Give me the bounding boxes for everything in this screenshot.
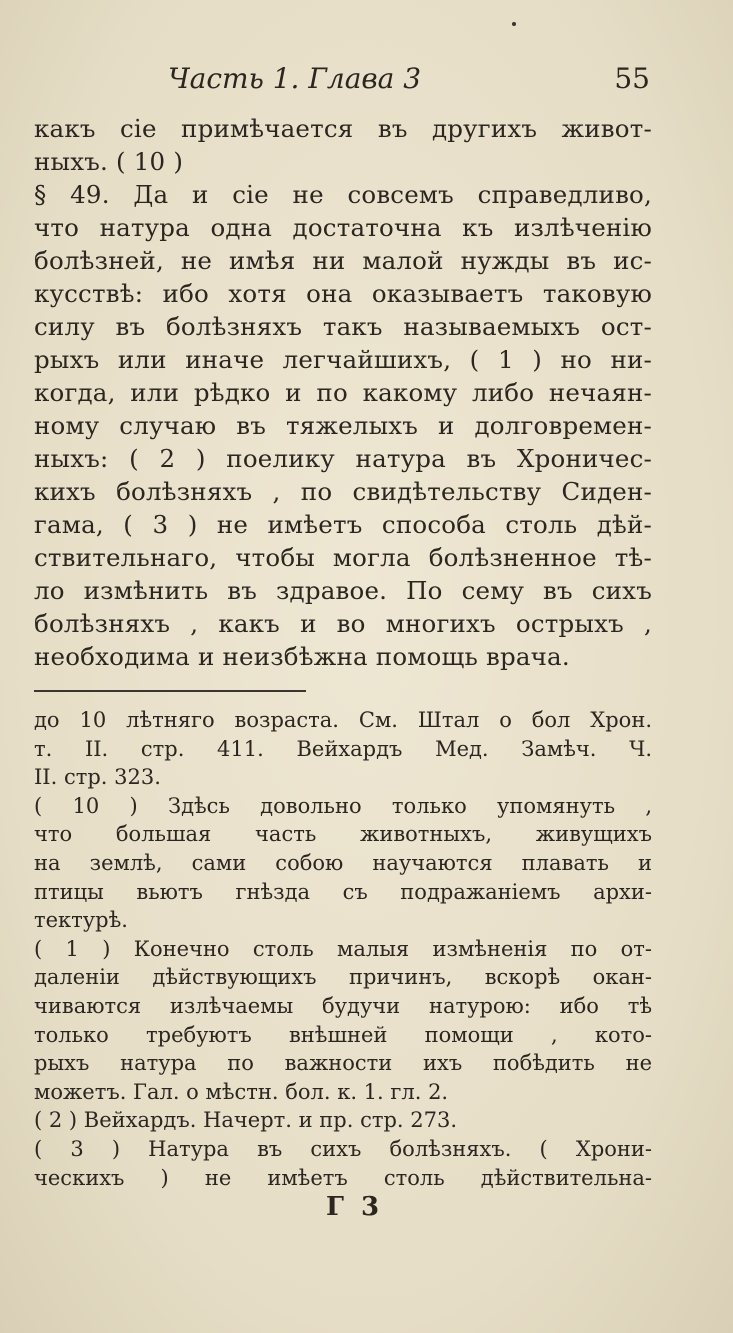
footnote-line: ( 10 ) Здѣсь довольно только упомянуть , bbox=[34, 793, 652, 818]
text-line: ныхъ: ( 2 ) поелику натура въ Хроничес- bbox=[34, 444, 652, 473]
footnote-line: тектурѣ. bbox=[34, 908, 128, 933]
page-number: 55 bbox=[614, 62, 650, 95]
text-line: когда, или рѣдко и по какому либо нечаян- bbox=[34, 378, 652, 407]
text-line: что натура одна достаточна къ излѣченiю bbox=[34, 213, 652, 242]
footnote-line: ( 3 ) Натура въ сихъ болѣзняхъ. ( Хрони- bbox=[34, 1136, 652, 1161]
text-line: гама, ( 3 ) не имѣетъ способа столь дѣй- bbox=[34, 510, 652, 539]
footnote-line: только требуютъ внѣшней помощи , кото- bbox=[34, 1022, 652, 1047]
text-line: рыхъ или иначе легчайшихъ, ( 1 ) но ни- bbox=[34, 345, 652, 374]
footnote-line: рыхъ натура по важности ихъ побѣдить не bbox=[34, 1051, 652, 1076]
text-line: ному случаю въ тяжелыхъ и долговремен- bbox=[34, 411, 652, 440]
text-line: необходима и неизбѣжна помощь врача. bbox=[34, 642, 570, 671]
footnote-line: птицы вьютъ гнѣзда съ подражанiемъ архи- bbox=[34, 879, 652, 904]
text-line: какъ сiе примѣчается въ другихъ живот- bbox=[34, 114, 652, 143]
text-line: болѣзняхъ , какъ и во многихъ острыхъ , bbox=[34, 609, 652, 638]
running-header bbox=[160, 62, 660, 102]
main-text bbox=[34, 112, 652, 673]
footnote-line: можетъ. Гал. о мѣстн. бол. к. 1. гл. 2. bbox=[34, 1079, 449, 1104]
text-line: силу въ болѣзняхъ такъ называемыхъ ост- bbox=[34, 312, 652, 341]
footnote-line: ( 1 ) Конечно столь малыя измѣненiя по от- bbox=[34, 936, 652, 961]
footnote-line: чиваются излѣчаемы будучи натурою: ибо тѣ bbox=[34, 993, 652, 1018]
text-line: кихъ болѣзняхъ , по свидѣтельству Сиден- bbox=[34, 477, 652, 506]
ink-speck bbox=[512, 22, 516, 26]
text-line: кусствѣ: ибо хотя она оказываетъ таковую bbox=[34, 279, 652, 308]
text-line: ствительнаго, чтобы могла болѣзненное тѣ- bbox=[34, 543, 652, 572]
footnote-line: ( 2 ) Вейхардъ. Начерт. и пр. стр. 273. bbox=[34, 1108, 458, 1133]
footnote-line: ческихъ ) не имѣетъ столь дѣйствительна- bbox=[34, 1165, 652, 1190]
footnotes bbox=[34, 706, 652, 1192]
footnote-line: на землѣ, сами собою научаются плавать и bbox=[34, 850, 652, 875]
footnote-line: до 10 лѣтняго возраста. См. Штал о бол Хрон. bbox=[34, 708, 652, 732]
text-line: болѣзней, не имѣя ни малой нужды въ ис- bbox=[34, 246, 652, 275]
text-line: § 49. Да и сiе не совсемъ справедливо, bbox=[34, 180, 652, 209]
footnote-line: т. II. стр. 411. Вейхардъ Мед. Замѣч. Ч. bbox=[34, 736, 652, 761]
footnote-divider bbox=[34, 690, 306, 692]
printer-signature: Г 3 bbox=[326, 1192, 384, 1222]
footnote-line: что большая часть животныхъ, живущихъ bbox=[34, 822, 652, 847]
footnote-line: II. стр. 323. bbox=[34, 765, 161, 790]
running-title: Часть 1. Глава 3 bbox=[168, 62, 422, 95]
text-line: ныхъ. ( 10 ) bbox=[34, 147, 184, 176]
text-line: ло измѣнить въ здравое. По сему въ сихъ bbox=[34, 576, 652, 605]
footnote-line: даленiи дѣйствующихъ причинъ, вскорѣ окан- bbox=[34, 965, 652, 990]
